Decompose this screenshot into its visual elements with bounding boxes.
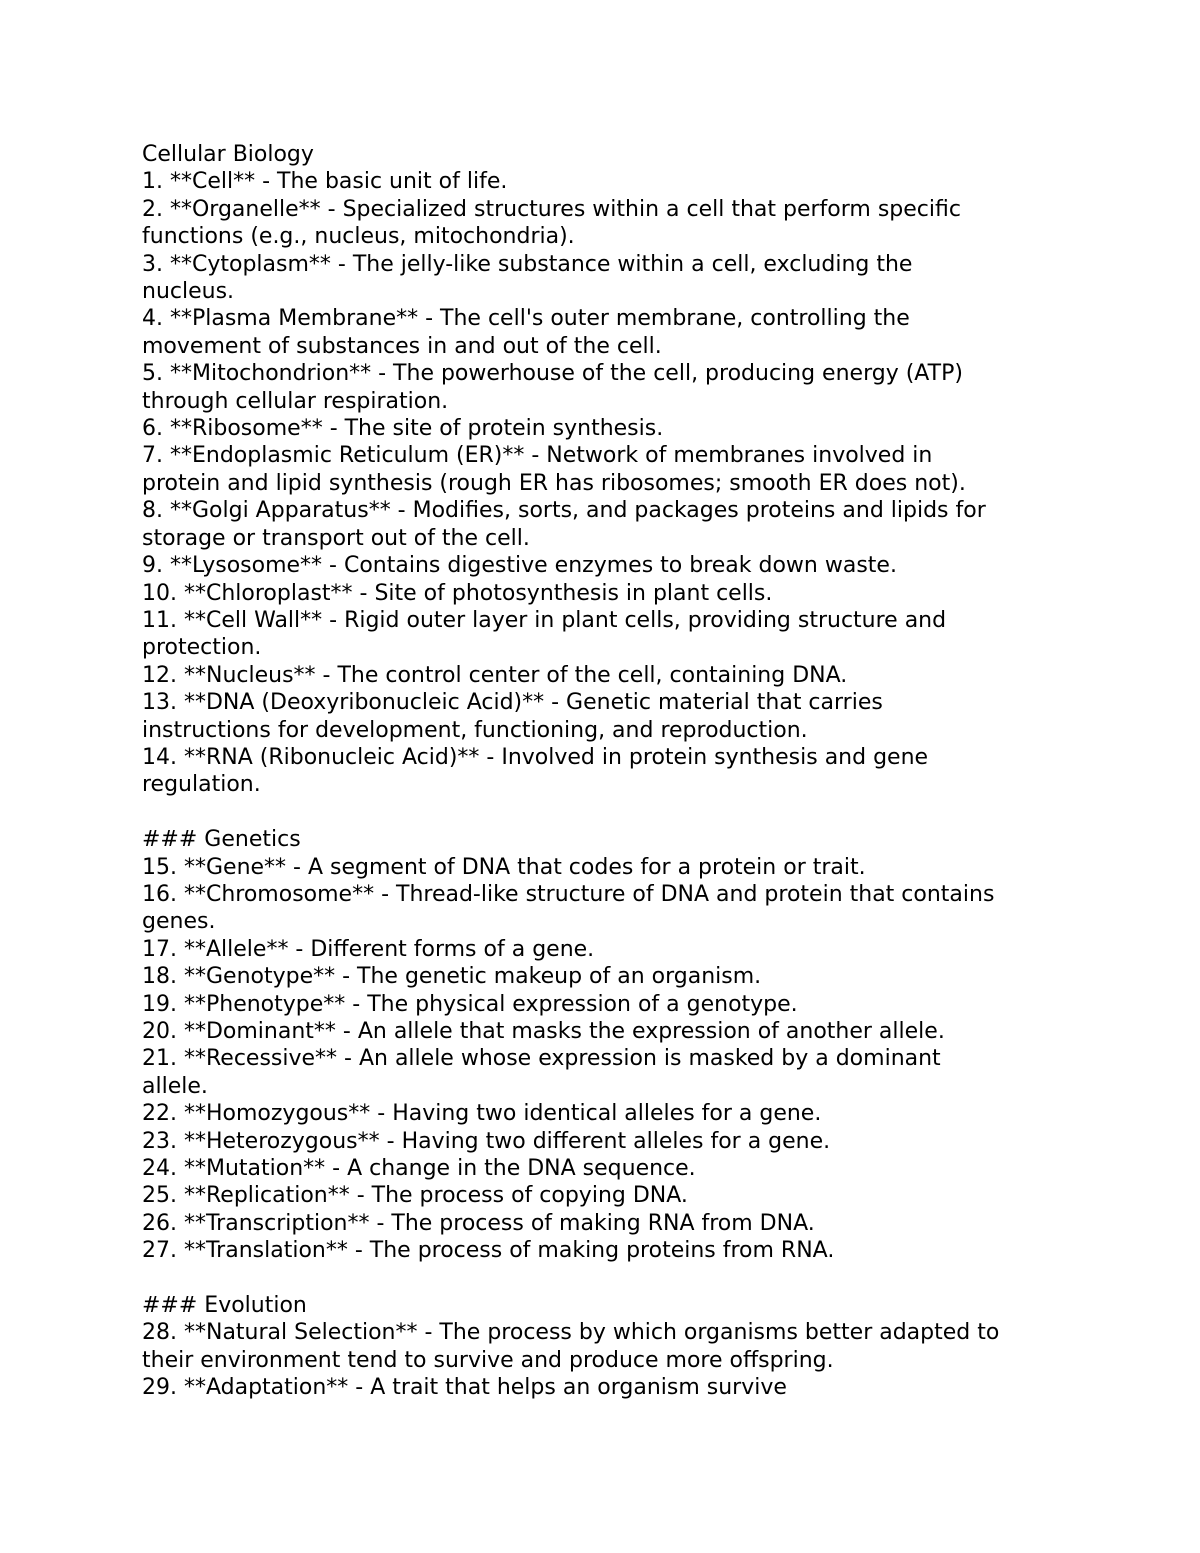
text-line: 27. **Translation** - The process of making proteins from RNA.	[142, 1238, 835, 1264]
section-heading-evolution: ### Evolution	[142, 1293, 307, 1319]
text-line: protection.	[142, 635, 262, 661]
text-line: 25. **Replication** - The process of copying DNA.	[142, 1183, 688, 1209]
text-line: movement of substances in and out of the cell.	[142, 333, 662, 359]
text-line: functions (e.g., nucleus, mitochondria).	[142, 224, 575, 250]
text-line: 5. **Mitochondrion** - The powerhouse of the cell, producing energy (ATP)	[142, 361, 963, 387]
text-line: 16. **Chromosome** - Thread-like structure of DNA and protein that contains	[142, 881, 995, 907]
blank-line	[142, 799, 1072, 826]
text-line: 9. **Lysosome** - Contains digestive enzymes to break down waste.	[142, 553, 897, 579]
text-line: 17. **Allele** - Different forms of a gene.	[142, 936, 595, 962]
text-line: 8. **Golgi Apparatus** - Modifies, sorts, and packages proteins and lipids for	[142, 498, 986, 524]
document-page	[142, 141, 1072, 1402]
text-line: protein and lipid synthesis (rough ER has ribosomes; smooth ER does not).	[142, 470, 966, 496]
text-line: 3. **Cytoplasm** - The jelly-like substance within a cell, excluding the	[142, 251, 913, 277]
text-line: 11. **Cell Wall** - Rigid outer layer in plant cells, providing structure and	[142, 607, 947, 633]
text-line: regulation.	[142, 772, 261, 798]
text-line: 24. **Mutation** - A change in the DNA sequence.	[142, 1156, 696, 1182]
text-line: 29. **Adaptation** - A trait that helps an organism survive	[142, 1375, 787, 1401]
text-line: nucleus.	[142, 279, 235, 305]
text-line: 10. **Chloroplast** - Site of photosynthesis in plant cells.	[142, 580, 773, 606]
text-line: 28. **Natural Selection** - The process by which organisms better adapted to	[142, 1320, 1000, 1346]
text-line: 4. **Plasma Membrane** - The cell's outer membrane, controlling the	[142, 306, 910, 332]
text-line: 6. **Ribosome** - The site of protein synthesis.	[142, 416, 664, 442]
text-line: 1. **Cell** - The basic unit of life.	[142, 169, 508, 195]
text-line: 13. **DNA (Deoxyribonucleic Acid)** - Genetic material that carries	[142, 690, 883, 716]
document-title: Cellular Biology	[142, 142, 314, 167]
text-line: instructions for development, functioning, and reproduction.	[142, 717, 808, 743]
text-line: 12. **Nucleus** - The control center of the cell, containing DNA.	[142, 662, 848, 688]
text-line: 20. **Dominant** - An allele that masks the expression of another allele.	[142, 1018, 945, 1044]
text-line: 18. **Genotype** - The genetic makeup of an organism.	[142, 964, 762, 990]
text-line: allele.	[142, 1073, 208, 1099]
section-heading-genetics: ### Genetics	[142, 827, 301, 853]
text-line: 14. **RNA (Ribonucleic Acid)** - Involved in protein synthesis and gene	[142, 744, 929, 770]
text-line: 7. **Endoplasmic Reticulum (ER)** - Network of membranes involved in	[142, 443, 933, 469]
text-line: genes.	[142, 909, 216, 935]
text-line: 23. **Heterozygous** - Having two different alleles for a gene.	[142, 1128, 831, 1154]
text-line: 22. **Homozygous** - Having two identical alleles for a gene.	[142, 1101, 822, 1127]
text-line: 26. **Transcription** - The process of making RNA from DNA.	[142, 1210, 815, 1236]
blank-line	[142, 1265, 1072, 1292]
text-line: storage or transport out of the cell.	[142, 525, 530, 551]
text-line: 2. **Organelle** - Specialized structures within a cell that perform specific	[142, 196, 961, 222]
text-line: through cellular respiration.	[142, 388, 449, 414]
text-line: 15. **Gene** - A segment of DNA that codes for a protein or trait.	[142, 854, 866, 880]
text-line: their environment tend to survive and produce more offspring.	[142, 1347, 834, 1373]
text-line: 19. **Phenotype** - The physical expression of a genotype.	[142, 991, 798, 1017]
text-line: 21. **Recessive** - An allele whose expression is masked by a dominant	[142, 1046, 941, 1072]
